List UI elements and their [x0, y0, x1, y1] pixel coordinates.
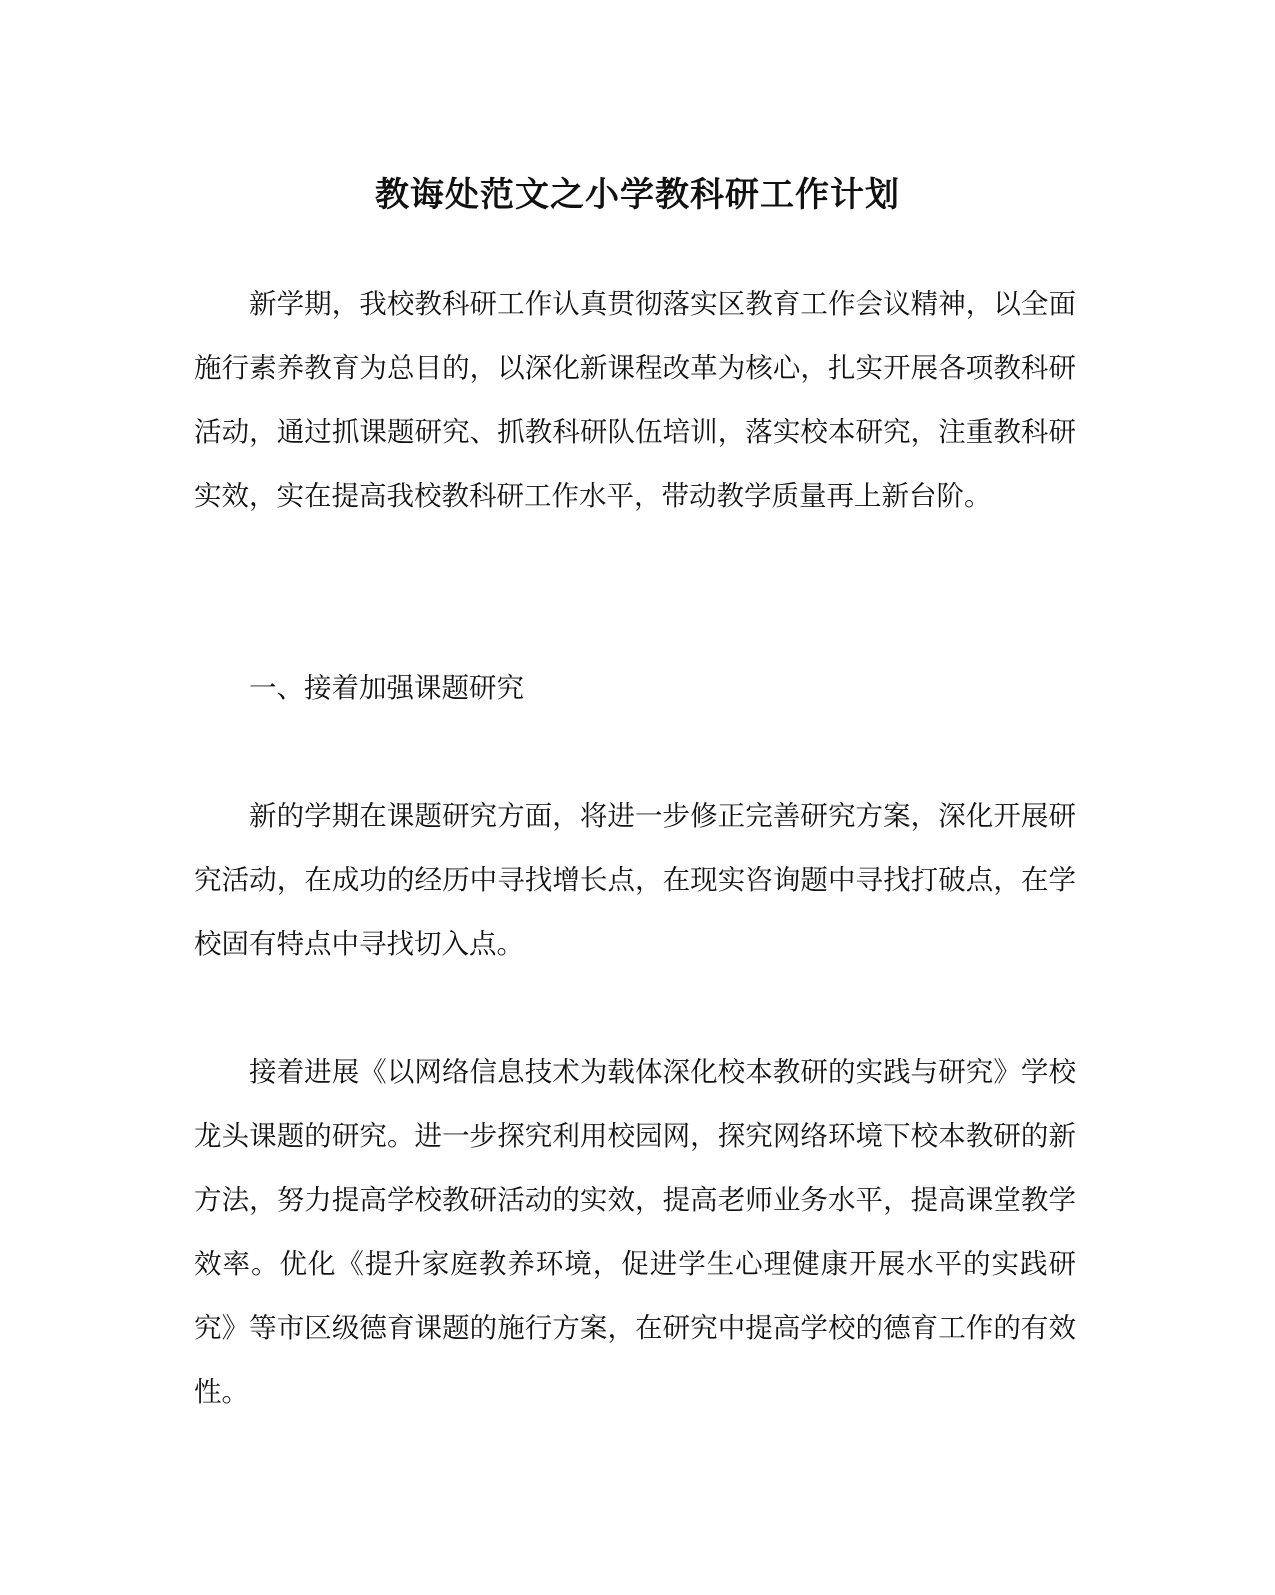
body-paragraph: 接着进展《以网络信息技术为载体深化校本教研的实践与研究》学校龙头课题的研究。进一步探究利用校园网，探究网络环境下校本教研的新方法，努力提高学校教研活动的实效，提高老师业务水平，提高课堂教学效率。优化《提升家庭教养环境，促进学生心理健康开展水平的实践研究》等市区级德育课题的施行方案，在研究中提高学校的德育工作的有效性。: [194, 1056, 1076, 1408]
body-paragraph: 新的学期在课题研究方面，将进一步修正完善研究方案，深化开展研究活动，在成功的经历中寻找增长点，在现实咨询题中寻找打破点，在学校固有特点中寻找切入点。: [194, 800, 1076, 960]
intro-paragraph: 新学期，我校教科研工作认真贯彻落实区教育工作会议精神，以全面施行素养教育为总目的，以深化新课程改革为核心，扎实开展各项教科研活动，通过抓课题研究、抓教科研队伍培训，落实校本研究，注重教科研实效，实在提高我校教科研工作水平，带动教学质量再上新台阶。: [194, 288, 1076, 512]
document-title: 教诲处范文之小学教科研工作计划: [375, 175, 900, 215]
section-heading: 一、接着加强课题研究: [249, 672, 524, 704]
